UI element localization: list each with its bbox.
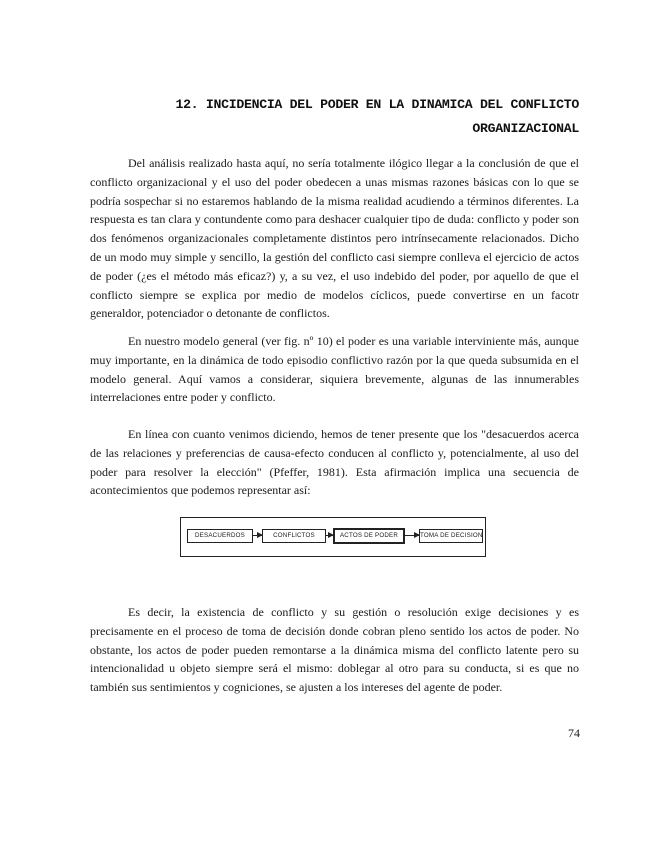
paragraph-1: Del análisis realizado hasta aquí, no sería totalmente ilógico llegar a la conclusión de que el conflicto organizacional y el uso del poder obedecen a unas mismas razones básicas con lo que se podría sospechar si no estaremos hablando de la misma realidad acudiendo a términos diferentes. La respuesta es tan clara y contundente como para deshacer cualquier tipo de duda: conflicto y poder son dos fenómenos organizacionales completamente distintos pero intrínsecamente relacionados. Dicho de un modo muy simple y sencillo, la gestión del conflicto casi siempre conlleva el ejercicio de actos de poder (¿es el método más eficaz?) y, a su vez, el uso indebido del poder, por aquello de que el conflicto siempre se explica por medio de modelos cíclicos, puede convertirse en un facotr generaldor, potenciador o detonante de conflictos. xyxy=(90,156,579,321)
diagram-arrow-icon xyxy=(253,535,262,536)
paragraph-4: Es decir, la existencia de conflicto y su gestión o resolución exige decisiones y es precisamente en el proceso de toma de decisión donde cobran pleno sentido los actos de poder. No obstante, los actos de poder pueden remontarse a la dinámica misma del conflicto latente pero su intencionalidad u objeto siempre será el mismo: doblegar al otro para su conducta, si es que no también sus sentimientos y cogniciones, se ajusten a los intereses del agente de poder. xyxy=(90,605,579,695)
page-number: 74 xyxy=(568,726,580,740)
diagram-arrow-icon xyxy=(405,535,419,536)
diagram-step-desacuerdos: DESACUERDOS xyxy=(187,529,253,543)
sequence-diagram xyxy=(180,517,486,557)
diagram-step-conflictos: CONFLICTOS xyxy=(262,529,326,543)
section-title-line-2: ORGANIZACIONAL xyxy=(472,121,579,136)
diagram-step-toma-de-decision: TOMA DE DECISION xyxy=(419,529,483,543)
section-title xyxy=(120,93,579,141)
diagram-step-actos-de-poder: ACTOS DE PODER xyxy=(333,528,405,544)
paragraph-2: En nuestro modelo general (ver fig. nº 10) el poder es una variable interviniente más, aunque muy importante, en la dinámica de todo episodio conflictivo razón por la que queda subsumida en el modelo general. Aquí vamos a considerar, siquiera brevemente, algunas de las innumerables interrelaciones entre poder y conflicto. xyxy=(90,334,579,405)
paragraph-3: En línea con cuanto venimos diciendo, hemos de tener presente que los "desacuerdos acerca de las relaciones y preferencias de causa-efecto conducen al conflicto y, potencialmente, al uso del poder para resolver la elección" (Pfeffer, 1981). Esta afirmación implica una secuencia de acontecimientos que podemos representar así: xyxy=(90,427,579,498)
diagram-arrow-icon xyxy=(326,535,333,536)
section-title-line-1: 12. INCIDENCIA DEL PODER EN LA DINAMICA DEL CONFLICTO xyxy=(175,97,579,112)
